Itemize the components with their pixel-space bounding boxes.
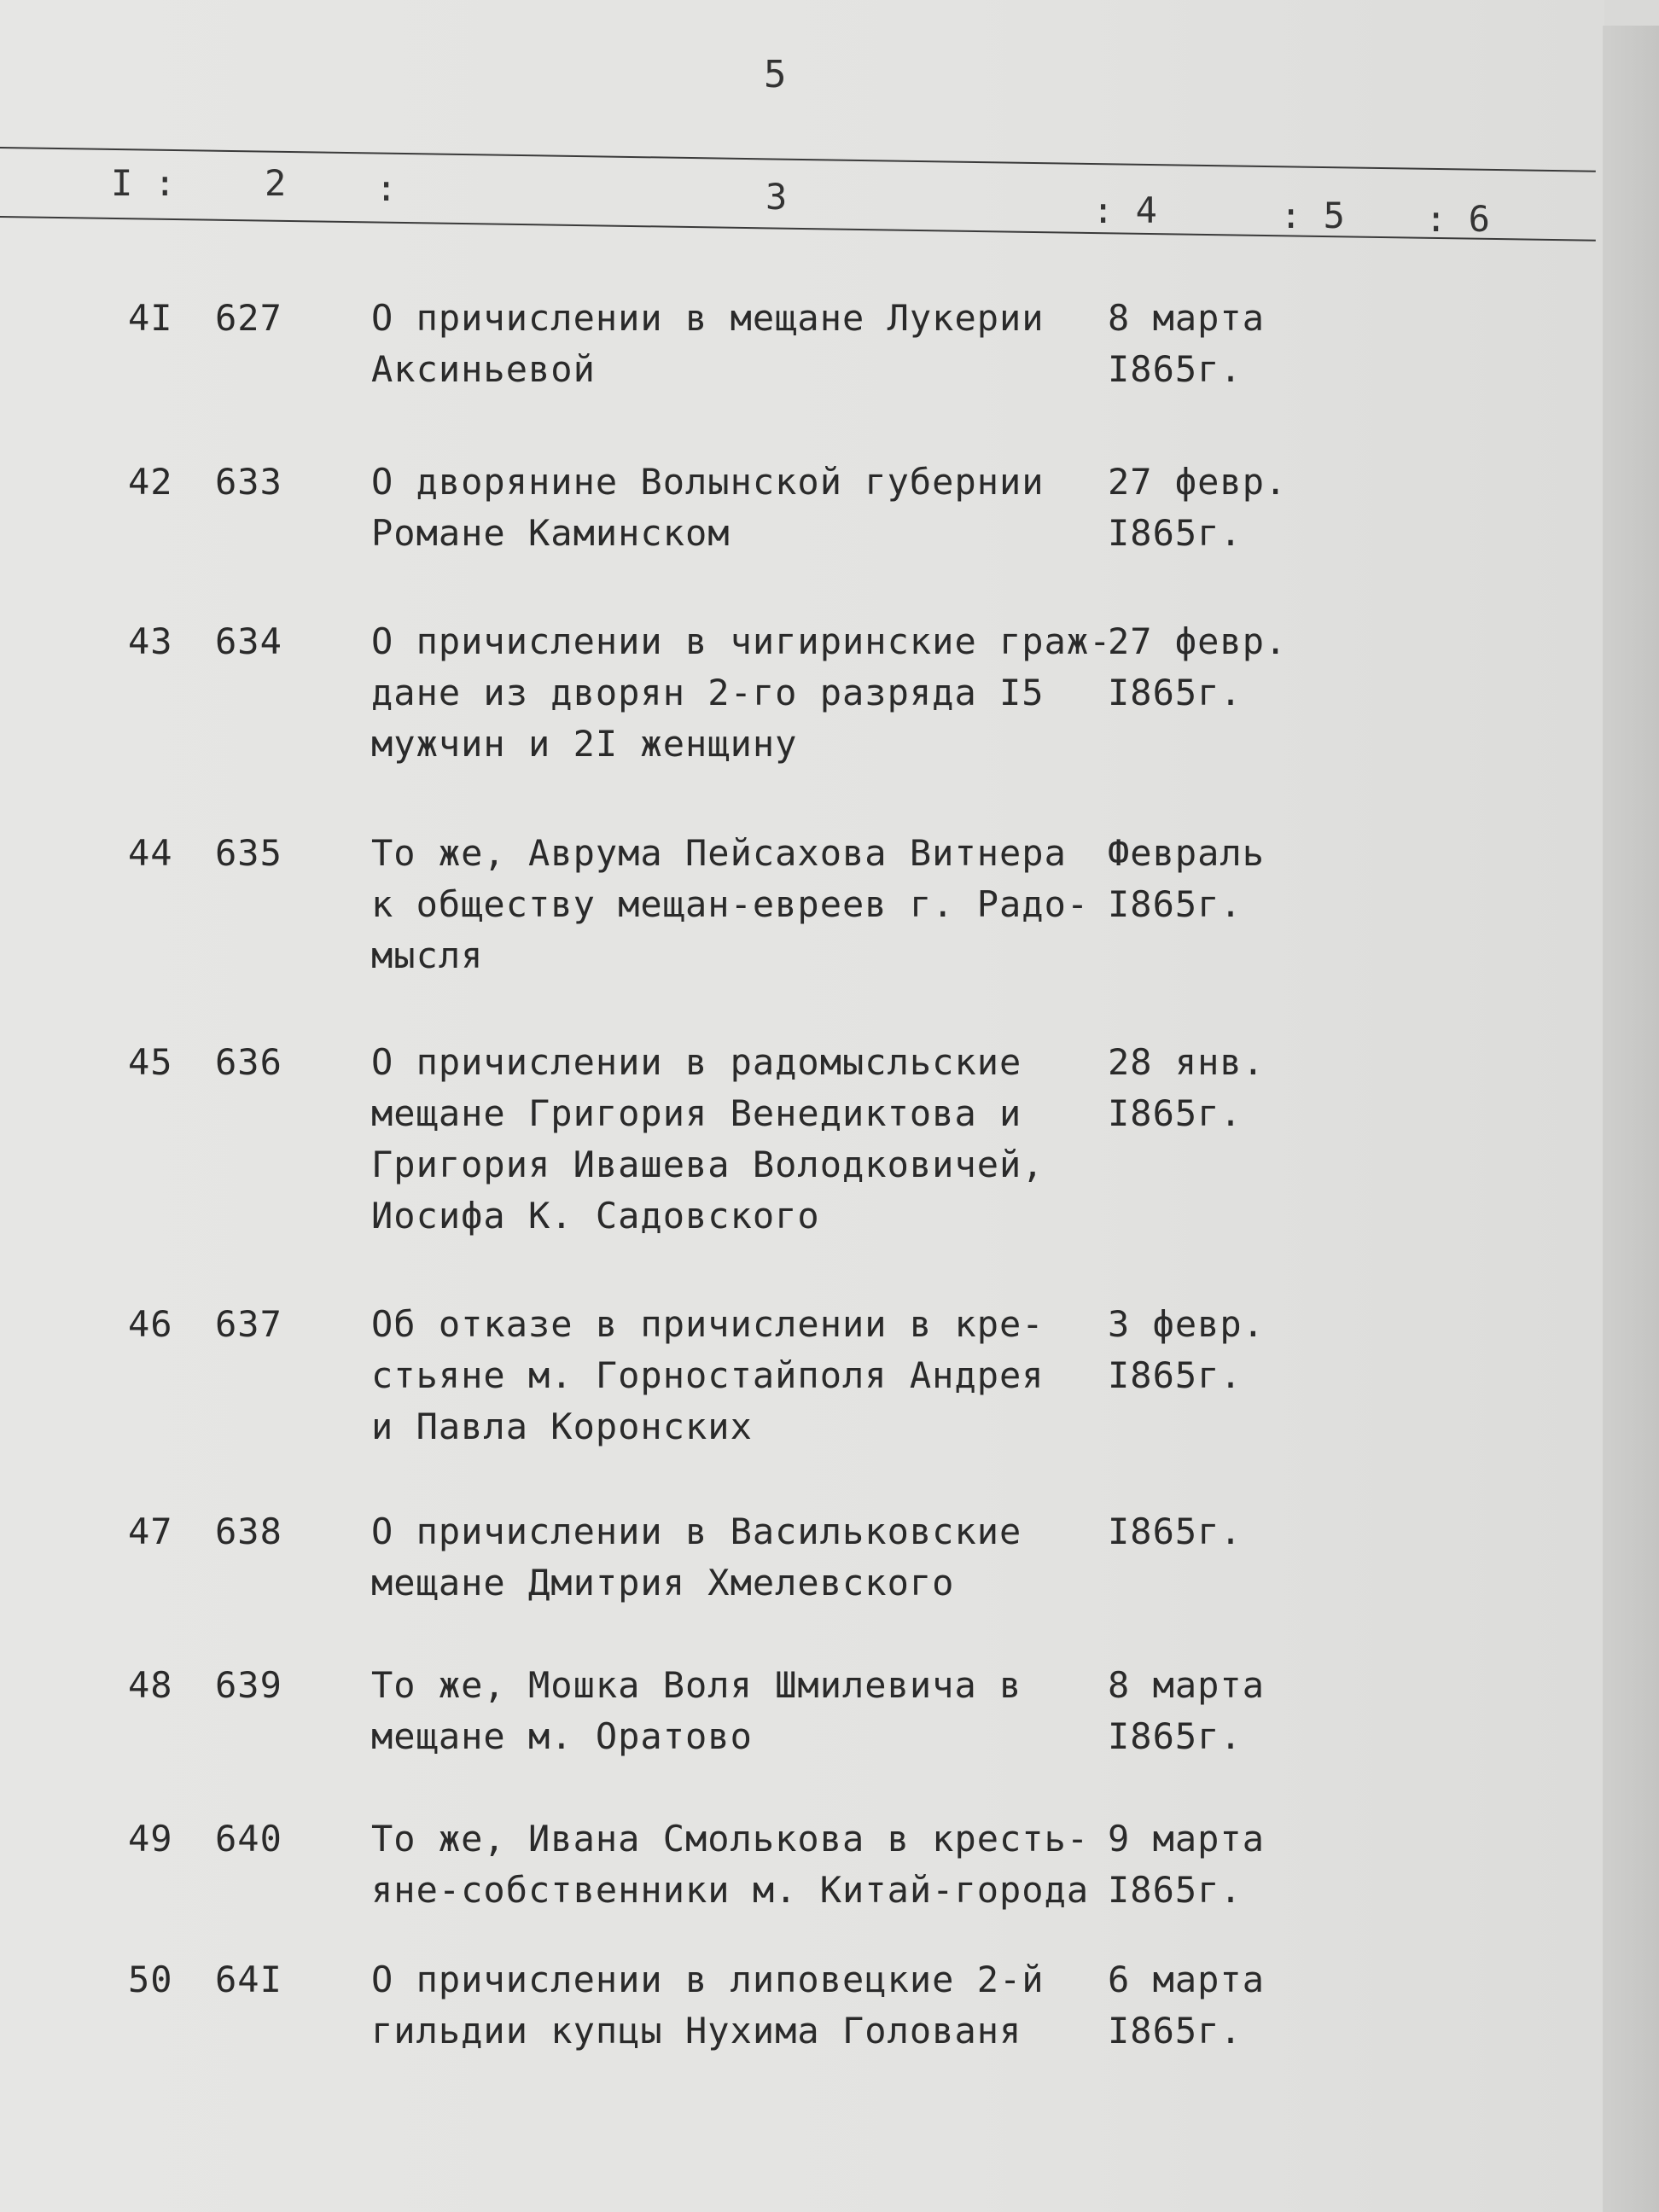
entry-date-line: 3 февр.	[1108, 1303, 1266, 1345]
entry-date-line: 27 февр.	[1108, 620, 1288, 662]
entry-title-line: гильдии купцы Нухима Голованя	[371, 2010, 1022, 2052]
entry-title-line: мысля	[371, 934, 484, 976]
entry-date	[1108, 1813, 1265, 1916]
entry-number: 42	[128, 461, 173, 503]
entry-date-line: 6 марта	[1108, 1959, 1266, 2000]
entry-title	[371, 1506, 1022, 1609]
file-number: 634	[215, 620, 282, 662]
entry-title-line: Об отказе в причислении в кре-	[371, 1303, 1045, 1345]
entry-title-line: Романе Каминском	[371, 512, 731, 554]
entry-title-line: к обществу мещан-евреев г. Радо-	[371, 883, 1090, 925]
entry-date-line: 28 янв.	[1108, 1041, 1266, 1083]
entry-title-line: мужчин и 2I женщину	[371, 723, 798, 765]
entry-date-line: I865г.	[1108, 348, 1243, 390]
entry-title-line: О причислении в Васильковские	[371, 1511, 1022, 1552]
entry-date	[1108, 828, 1265, 930]
entry-title-line: Григория Ивашева Володковичей,	[371, 1144, 1045, 1185]
entry-title-line: О дворянине Волынской губернии	[371, 461, 1045, 503]
entry-date-line: I865г.	[1108, 512, 1243, 554]
entry-date-line: I865г.	[1108, 1511, 1243, 1552]
file-number: 637	[215, 1303, 282, 1345]
entry-title-line: Аксиньевой	[371, 348, 596, 390]
entry-date-line: Февраль	[1108, 832, 1266, 874]
entry-title-line: О причислении в чигиринские граж-	[371, 620, 1112, 662]
entry-title	[371, 1954, 1045, 2057]
file-number: 633	[215, 461, 282, 503]
entry-title-line: мещане Дмитрия Хмелевского	[371, 1562, 955, 1604]
column-header-5: : 5	[1280, 195, 1345, 236]
entry-title-line: То же, Аврума Пейсахова Витнера	[371, 832, 1067, 874]
entry-title-line: мещане м. Оратово	[371, 1715, 753, 1757]
entry-date-line: I865г.	[1108, 2010, 1243, 2052]
entry-date-line: I865г.	[1108, 1869, 1243, 1911]
entry-title	[371, 1299, 1045, 1452]
entry-title-line: О причислении в мещане Лукерии	[371, 297, 1045, 339]
file-number: 627	[215, 297, 282, 339]
entry-number: 48	[128, 1664, 173, 1706]
entry-title-line: стьяне м. Горностайполя Андрея	[371, 1354, 1045, 1396]
entry-title-line: О причислении в липовецкие 2-й	[371, 1959, 1045, 2000]
entry-title-line: Иосифа К. Садовского	[371, 1195, 820, 1237]
entry-date-line: I865г.	[1108, 1092, 1243, 1134]
entry-date	[1108, 293, 1265, 395]
file-number: 640	[215, 1818, 282, 1860]
entry-date	[1108, 616, 1287, 719]
entry-title	[371, 1813, 1089, 1916]
file-number: 64I	[215, 1959, 282, 2000]
file-number: 635	[215, 832, 282, 874]
entry-date-line: I865г.	[1108, 1354, 1243, 1396]
entry-date-line: 9 марта	[1108, 1818, 1266, 1860]
column-header-3: 3	[765, 176, 788, 218]
entry-title	[371, 1660, 1022, 1762]
entry-date-line: I865г.	[1108, 1715, 1243, 1757]
entry-number: 43	[128, 620, 173, 662]
entry-title	[371, 828, 1089, 981]
entry-date-line: 8 марта	[1108, 297, 1266, 339]
entry-title-line: О причислении в радомысльские	[371, 1041, 1022, 1083]
entry-date	[1108, 1299, 1265, 1401]
file-number: 639	[215, 1664, 282, 1706]
entry-title-line: и Павла Коронских	[371, 1406, 753, 1447]
column-header-separator: :	[375, 167, 398, 209]
entry-title-line: То же, Мошка Воля Шмилевича в	[371, 1664, 1022, 1706]
file-number: 638	[215, 1511, 282, 1552]
page-edge	[1603, 26, 1659, 2212]
entry-title-line: яне-собственники м. Китай-города	[371, 1869, 1090, 1911]
entry-date	[1108, 1506, 1243, 1557]
entry-number: 47	[128, 1511, 173, 1552]
entry-title	[371, 1037, 1045, 1242]
entry-title-line: дане из дворян 2-го разряда I5	[371, 672, 1045, 713]
entry-title-line: мещане Григория Венедиктова и	[371, 1092, 1022, 1134]
entry-number: 45	[128, 1041, 173, 1083]
column-header-2: 2	[265, 162, 287, 204]
entry-number: 49	[128, 1818, 173, 1860]
entry-number: 46	[128, 1303, 173, 1345]
entry-date	[1108, 457, 1287, 559]
entry-date-line: I865г.	[1108, 672, 1243, 713]
entry-number: 4I	[128, 297, 173, 339]
entry-date	[1108, 1660, 1265, 1762]
page-number: 5	[764, 53, 787, 96]
entry-title	[371, 616, 1111, 770]
entry-title-line: То же, Ивана Смолькова в кресть-	[371, 1818, 1090, 1860]
entry-date-line: 8 марта	[1108, 1664, 1266, 1706]
entry-date	[1108, 1037, 1265, 1139]
entry-date-line: 27 февр.	[1108, 461, 1288, 503]
column-header-6: : 6	[1425, 198, 1490, 240]
entry-title	[371, 457, 1045, 559]
entry-number: 44	[128, 832, 173, 874]
entry-date	[1108, 1954, 1265, 2057]
entry-title	[371, 293, 1045, 395]
entry-number: 50	[128, 1959, 173, 2000]
entry-date-line: I865г.	[1108, 883, 1243, 925]
column-header-1: I :	[111, 162, 176, 204]
column-header-4: : 4	[1092, 189, 1157, 231]
file-number: 636	[215, 1041, 282, 1083]
